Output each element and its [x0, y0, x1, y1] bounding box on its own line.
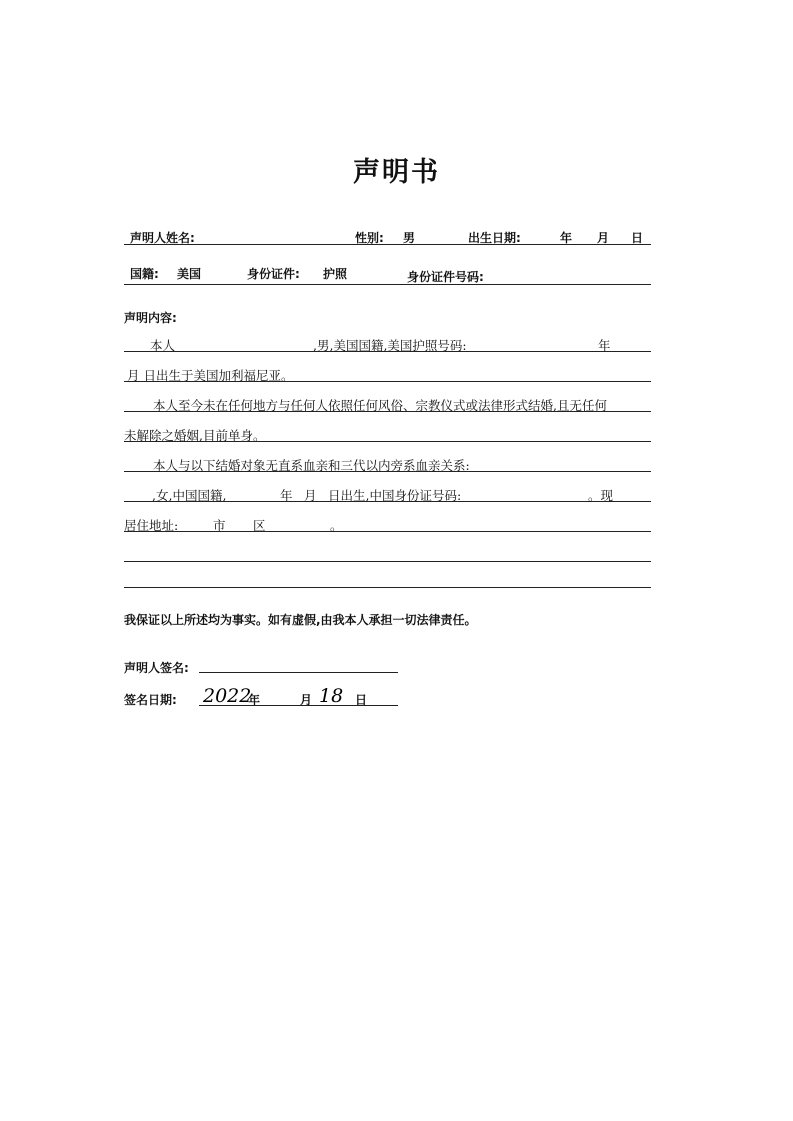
content-line6-d: 日出生,中国身份证号码:	[328, 488, 462, 503]
content-line1-end: 年	[598, 338, 611, 353]
content-line7-b: 市	[213, 518, 226, 533]
id-number-label: 身份证件号码:	[407, 270, 484, 284]
signature-label: 声明人签名:	[124, 661, 189, 675]
content-line6-c: 月	[304, 488, 317, 503]
content-section-label: 声明内容:	[124, 311, 177, 325]
birth-label: 出生日期:	[468, 231, 521, 245]
birth-day-unit: 日	[631, 231, 644, 245]
handwritten-day: 18	[319, 685, 344, 707]
content-line3: 本人至今未在任何地方与任何人依照任何风俗、宗教仪式或法律形式结婚,且无任何	[153, 398, 607, 413]
content-line1-underline	[124, 351, 651, 352]
sign-day-unit: 日	[355, 693, 368, 707]
content-line6-e: 。现	[588, 488, 614, 503]
sign-date-label: 签名日期:	[124, 693, 177, 707]
header-row2-underline	[124, 284, 651, 285]
content-line6-underline	[124, 501, 651, 502]
content-line7-c: 区	[253, 518, 266, 533]
name-label: 声明人姓名:	[130, 231, 195, 245]
header-row1-underline	[124, 244, 651, 245]
blank-line-2	[124, 587, 651, 588]
birth-year-unit: 年	[560, 231, 573, 245]
content-line1-start: 本人	[150, 338, 176, 353]
birth-month-unit: 月	[597, 231, 610, 245]
content-line6-a: ,女,中国国籍,	[152, 488, 227, 503]
guarantee-statement: 我保证以上所述均为事实。如有虚假,由我本人承担一切法律责任。	[124, 613, 477, 627]
gender-label: 性别:	[355, 231, 384, 245]
content-line4: 未解除之婚姻,目前单身。	[124, 428, 266, 443]
gender-value: 男	[403, 231, 416, 245]
sign-month-unit: 月	[300, 693, 313, 707]
content-line3-underline	[124, 411, 651, 412]
content-line2: 月 日出生于美国加利福尼亚。	[127, 368, 294, 383]
content-line7-a: 居住地址:	[124, 518, 179, 533]
content-line1-mid: ,男,美国国籍,美国护照号码:	[313, 338, 467, 353]
content-line7-d: 。	[330, 518, 343, 533]
id-type-label: 身份证件:	[247, 267, 300, 281]
blank-line-1	[124, 561, 651, 562]
sign-date-underline	[199, 705, 398, 706]
nationality-value: 美国	[177, 267, 202, 281]
content-line7-underline	[124, 531, 651, 532]
sign-year-unit: 年	[248, 693, 261, 707]
content-line2-underline	[124, 381, 651, 382]
nationality-label: 国籍:	[130, 267, 159, 281]
content-line4-underline	[124, 441, 651, 442]
signature-underline	[199, 672, 398, 673]
content-line5-underline	[124, 471, 651, 472]
handwritten-year: 2022	[203, 685, 252, 707]
content-line6-b: 年	[280, 488, 293, 503]
document-title: 声明书	[353, 157, 440, 188]
content-line5: 本人与以下结婚对象无直系血亲和三代以内旁系血亲关系:	[153, 458, 470, 473]
id-type-value: 护照	[323, 267, 348, 281]
